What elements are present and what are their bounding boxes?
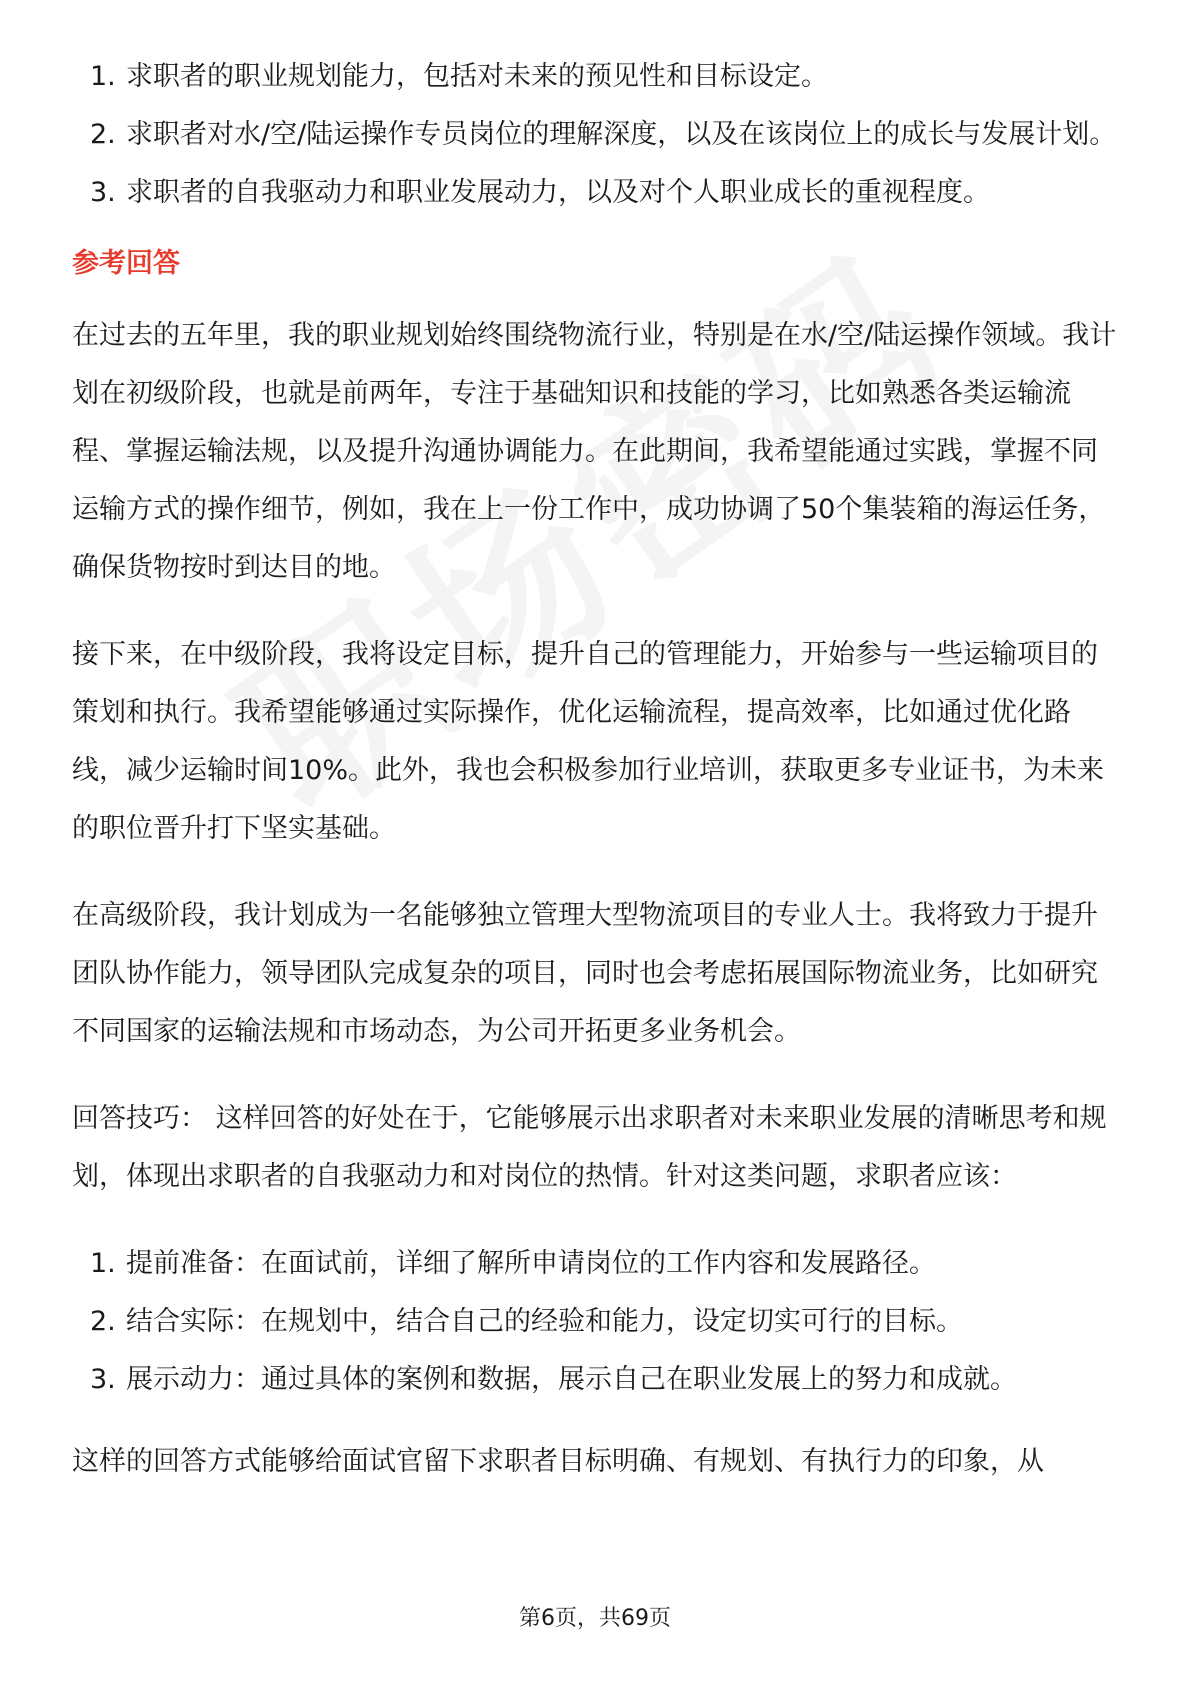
document-page [72, 48, 1122, 1520]
list-text: 展示动力：通过具体的案例和数据，展示自己在职业发展上的努力和成就。 [126, 1364, 1017, 1395]
list-item [72, 106, 1122, 164]
list-item [72, 1351, 1122, 1409]
list-number: 2. [90, 119, 116, 150]
list-item [72, 1293, 1122, 1351]
evaluation-points-list [72, 48, 1122, 222]
list-number: 3. [90, 177, 116, 208]
list-text: 求职者对水/空/陆运操作专员岗位的理解深度，以及在该岗位上的成长与发展计划。 [126, 119, 1117, 150]
tips-paragraph: 回答技巧： 这样回答的好处在于，它能够展示出求职者对未来职业发展的清晰思考和规划，体现出求职者的自我驱动力和对岗位的热情。针对这类问题，求职者应该： [72, 1103, 1107, 1192]
answer-paragraph: 在高级阶段，我计划成为一名能够独立管理大型物流项目的专业人士。我将致力于提升团队协作能力，领导团队完成复杂的项目，同时也会考虑拓展国际物流业务，比如研究不同国家的运输法规和市场动态，为公司开拓更多业务机会。 [72, 900, 1098, 1047]
list-text: 求职者的自我驱动力和职业发展动力，以及对个人职业成长的重视程度。 [126, 177, 990, 208]
answer-paragraph: 接下来，在中级阶段，我将设定目标，提升自己的管理能力，开始参与一些运输项目的策划和执行。我希望能够通过实际操作，优化运输流程，提高效率，比如通过优化路线，减少运输时间10%。此外，我也会积极参加行业培训，获取更多专业证书，为未来的职位晋升打下坚实基础。 [72, 639, 1105, 844]
list-text: 提前准备：在面试前，详细了解所申请岗位的工作内容和发展路径。 [126, 1248, 936, 1279]
tips-list [72, 1235, 1122, 1409]
closing-paragraph: 这样的回答方式能够给面试官留下求职者目标明确、有规划、有执行力的印象，从 [72, 1446, 1044, 1477]
list-text: 求职者的职业规划能力，包括对未来的预见性和目标设定。 [126, 61, 828, 92]
list-number: 3. [90, 1364, 116, 1395]
answer-paragraph: 在过去的五年里，我的职业规划始终围绕物流行业，特别是在水/空/陆运操作领域。我计划在初级阶段，也就是前两年，专注于基础知识和技能的学习，比如熟悉各类运输流程、掌握运输法规，以及提升沟通协调能力。在此期间，我希望能通过实践，掌握不同运输方式的操作细节，例如，我在上一份工作中，成功协调了50个集装箱的海运任务，确保货物按时到达目的地。 [72, 320, 1117, 583]
list-item [72, 164, 1122, 222]
list-item [72, 1235, 1122, 1293]
section-title: 参考回答 [72, 248, 180, 279]
list-item [72, 48, 1122, 106]
list-number: 1. [90, 61, 116, 92]
list-number: 1. [90, 1248, 116, 1279]
list-text: 结合实际：在规划中，结合自己的经验和能力，设定切实可行的目标。 [126, 1306, 963, 1337]
list-number: 2. [90, 1306, 116, 1337]
page-footer: 第6页，共69页 [519, 1606, 671, 1631]
